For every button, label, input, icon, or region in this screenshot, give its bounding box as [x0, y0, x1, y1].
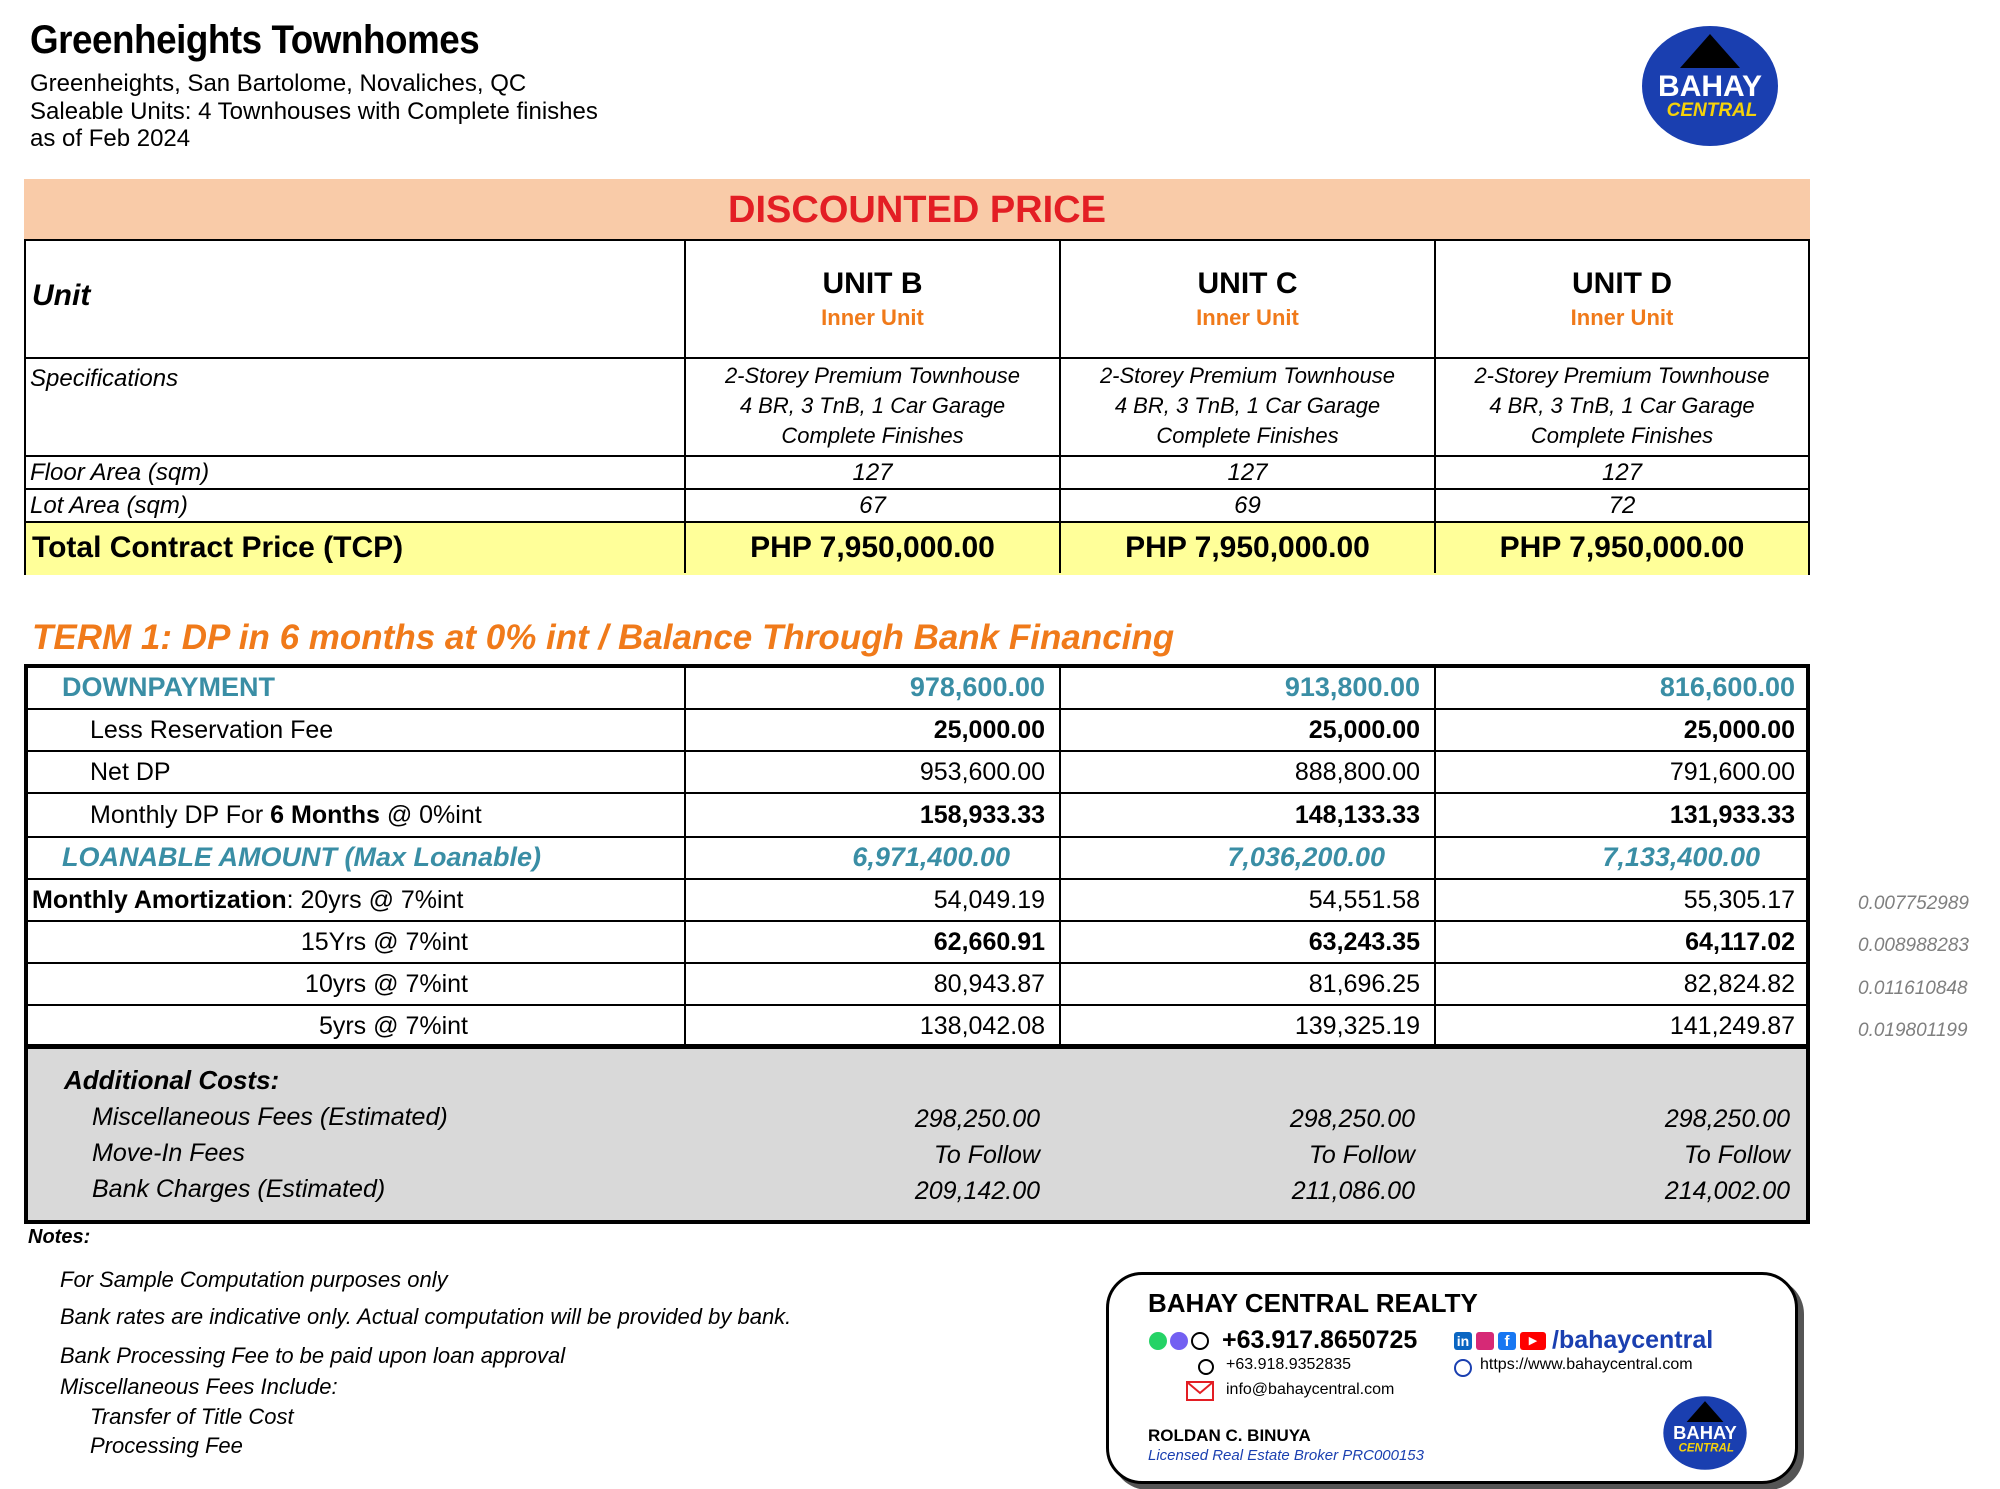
bank-charges-label: Bank Charges (Estimated) [92, 1175, 386, 1203]
unit-d-net-dp: 791,600.00 [1669, 758, 1795, 786]
note-item: Bank rates are indicative only. Actual computation will be provided by bank. [60, 1304, 792, 1329]
additional-costs-box [24, 1046, 1810, 1224]
unit-d-downpayment: 816,600.00 [1659, 672, 1795, 702]
unit-b-loanable-amount: 6,971,400.00 [852, 842, 1010, 872]
unit-d-floor-area: 127 [1601, 459, 1643, 486]
unit-b-amort-20yrs: 54,049.19 [933, 886, 1045, 914]
unit-d-misc-fees: 298,250.00 [1664, 1105, 1790, 1133]
monthly-dp-label: Monthly DP For 6 Months @ 0%int [90, 801, 482, 829]
unit-d-title: UNIT D [1572, 267, 1672, 300]
note-subitem: Transfer of Title Cost [90, 1404, 294, 1429]
unit-c-monthly-dp: 148,133.33 [1294, 801, 1420, 829]
unit-d-monthly-dp: 131,933.33 [1669, 801, 1795, 829]
move-in-fees-label: Move-In Fees [92, 1139, 245, 1167]
viber-icon [1170, 1332, 1188, 1350]
factor-15yrs: 0.008988283 [1858, 935, 1969, 956]
tcp-label: Total Contract Price (TCP) [32, 531, 404, 564]
unit-b-amort-5yrs: 138,042.08 [919, 1012, 1045, 1040]
svg-text:CENTRAL: CENTRAL [1666, 100, 1758, 121]
term-1-title: TERM 1: DP in 6 months at 0% int / Balance Through Bank Financing [32, 618, 1175, 657]
unit-d-spec: 2-Storey Premium Townhouse 4 BR, 3 TnB, 1 Car Garage Complete Finishes [1474, 363, 1770, 448]
unit-c-title: UNIT C [1197, 267, 1298, 300]
unit-b-net-dp: 953,600.00 [919, 758, 1045, 786]
unit-c-tcp: PHP 7,950,000.00 [1125, 531, 1370, 564]
amortization-5yrs-label: 5yrs @ 7%int [318, 1012, 468, 1040]
floor-area-label: Floor Area (sqm) [30, 459, 210, 486]
reservation-fee-label: Less Reservation Fee [90, 716, 334, 744]
card-website[interactable]: https://www.bahaycentral.com [1480, 1356, 1693, 1373]
unit-c-move-in-fees: To Follow [1308, 1141, 1415, 1169]
amortization-15yrs-label: 15Yrs @ 7%int [300, 928, 468, 956]
unit-c-amort-5yrs: 139,325.19 [1294, 1012, 1420, 1040]
card-broker-license: Licensed Real Estate Broker PRC000153 [1148, 1447, 1424, 1464]
card-social-handle[interactable]: /bahaycentral [1552, 1326, 1714, 1354]
header-as-of-date: as of Feb 2024 [30, 125, 191, 152]
unit-b-misc-fees: 298,250.00 [914, 1105, 1040, 1133]
card-company-name: BAHAY CENTRAL REALTY [1148, 1288, 1478, 1318]
unit-b-amort-15yrs: 62,660.91 [933, 928, 1045, 956]
svg-text:BAHAY: BAHAY [1658, 70, 1762, 103]
email-icon [1186, 1381, 1214, 1401]
unit-b-spec: 2-Storey Premium Townhouse 4 BR, 3 TnB, 1 Car Garage Complete Finishes [724, 363, 1021, 448]
globe-icon [1454, 1359, 1472, 1377]
misc-fees-label: Miscellaneous Fees (Estimated) [92, 1103, 448, 1131]
unit-c-lot-area: 69 [1234, 492, 1261, 519]
note-item: Miscellaneous Fees Include: [60, 1374, 338, 1399]
notes-title: Notes: [28, 1226, 91, 1248]
unit-c-loanable-amount: 7,036,200.00 [1227, 842, 1385, 872]
price-table [24, 239, 1810, 575]
unit-c-type: Inner Unit [1196, 305, 1299, 330]
unit-c-amort-20yrs: 54,551.58 [1308, 886, 1420, 914]
amortization-20yrs-label: Monthly Amortization: 20yrs @ 7%int [32, 886, 464, 914]
loanable-amount-label: LOANABLE AMOUNT (Max Loanable) [62, 842, 541, 872]
unit-d-amort-15yrs: 64,117.02 [1685, 928, 1795, 956]
phone-icon [1191, 1332, 1209, 1350]
unit-b-monthly-dp: 158,933.33 [919, 801, 1045, 829]
note-item: For Sample Computation purposes only [60, 1267, 448, 1292]
unit-c-floor-area: 127 [1227, 459, 1268, 486]
card-broker-name: ROLDAN C. BINUYA [1148, 1426, 1311, 1445]
unit-c-bank-charges: 211,086.00 [1291, 1177, 1415, 1205]
unit-label: Unit [32, 279, 91, 312]
factor-5yrs: 0.019801199 [1858, 1020, 1968, 1041]
discounted-price-banner [24, 179, 1810, 241]
unit-b-amort-10yrs: 80,943.87 [933, 970, 1045, 998]
banner-title: DISCOUNTED PRICE [728, 189, 1106, 231]
unit-d-loanable-amount: 7,133,400.00 [1602, 842, 1760, 872]
youtube-icon[interactable]: ▶ [1520, 1332, 1546, 1350]
unit-b-tcp: PHP 7,950,000.00 [750, 531, 995, 564]
downpayment-label: DOWNPAYMENT [62, 672, 276, 702]
card-email[interactable]: info@bahaycentral.com [1226, 1381, 1395, 1398]
linkedin-icon[interactable]: in [1454, 1332, 1472, 1350]
unit-c-amort-15yrs: 63,243.35 [1308, 928, 1420, 956]
factor-10yrs: 0.011610848 [1858, 978, 1968, 999]
unit-c-downpayment: 913,800.00 [1284, 672, 1420, 702]
unit-c-spec: 2-Storey Premium Townhouse 4 BR, 3 TnB, 1 Car Garage Complete Finishes [1099, 363, 1396, 448]
unit-d-amort-5yrs: 141,249.87 [1669, 1012, 1795, 1040]
facebook-icon[interactable]: f [1498, 1332, 1516, 1350]
svg-text:BAHAY: BAHAY [1673, 1422, 1737, 1444]
note-subitem: Processing Fee [90, 1433, 243, 1458]
phone-icon [1198, 1359, 1214, 1375]
header-location: Greenheights, San Bartolome, Novaliches, QC [30, 70, 527, 97]
amortization-10yrs-label: 10yrs @ 7%int [305, 970, 468, 998]
lot-area-label: Lot Area (sqm) [30, 492, 188, 519]
unit-d-reservation-fee: 25,000.00 [1683, 716, 1795, 744]
unit-b-type: Inner Unit [821, 305, 924, 330]
header-saleable-units: Saleable Units: 4 Townhouses with Complete finishes [30, 98, 598, 125]
unit-b-lot-area: 67 [859, 492, 886, 519]
unit-c-net-dp: 888,800.00 [1294, 758, 1420, 786]
unit-b-bank-charges: 209,142.00 [914, 1177, 1040, 1205]
unit-d-type: Inner Unit [1570, 305, 1674, 330]
bahay-central-logo-small [1662, 1395, 1748, 1471]
unit-b-downpayment: 978,600.00 [909, 672, 1045, 702]
unit-b-title: UNIT B [822, 267, 923, 300]
instagram-icon[interactable] [1476, 1332, 1494, 1350]
unit-d-amort-20yrs: 55,305.17 [1683, 886, 1795, 914]
unit-d-tcp: PHP 7,950,000.00 [1499, 531, 1745, 564]
additional-costs-title: Additional Costs: [64, 1065, 280, 1095]
unit-c-amort-10yrs: 81,696.25 [1308, 970, 1420, 998]
page-title: Greenheights Townhomes [30, 18, 480, 62]
net-dp-label: Net DP [90, 758, 171, 786]
unit-d-amort-10yrs: 82,824.82 [1683, 970, 1795, 998]
unit-d-move-in-fees: To Follow [1683, 1141, 1790, 1169]
unit-d-bank-charges: 214,002.00 [1664, 1177, 1790, 1205]
term-1-table [24, 664, 1810, 1048]
whatsapp-icon [1149, 1332, 1167, 1350]
unit-b-move-in-fees: To Follow [933, 1141, 1040, 1169]
specifications-label: Specifications [30, 365, 179, 392]
factor-20yrs: 0.007752989 [1858, 893, 1969, 914]
unit-b-reservation-fee: 25,000.00 [933, 716, 1045, 744]
note-item: Bank Processing Fee to be paid upon loan approval [60, 1343, 566, 1368]
card-phone-alt[interactable]: +63.918.9352835 [1226, 1356, 1352, 1373]
svg-text:CENTRAL: CENTRAL [1678, 1441, 1734, 1455]
unit-d-lot-area: 72 [1608, 492, 1636, 519]
unit-b-floor-area: 127 [852, 459, 893, 486]
bahay-central-logo [1640, 24, 1780, 148]
unit-c-misc-fees: 298,250.00 [1289, 1105, 1415, 1133]
unit-c-reservation-fee: 25,000.00 [1308, 716, 1420, 744]
card-phone-main[interactable]: +63.917.8650725 [1222, 1326, 1418, 1354]
